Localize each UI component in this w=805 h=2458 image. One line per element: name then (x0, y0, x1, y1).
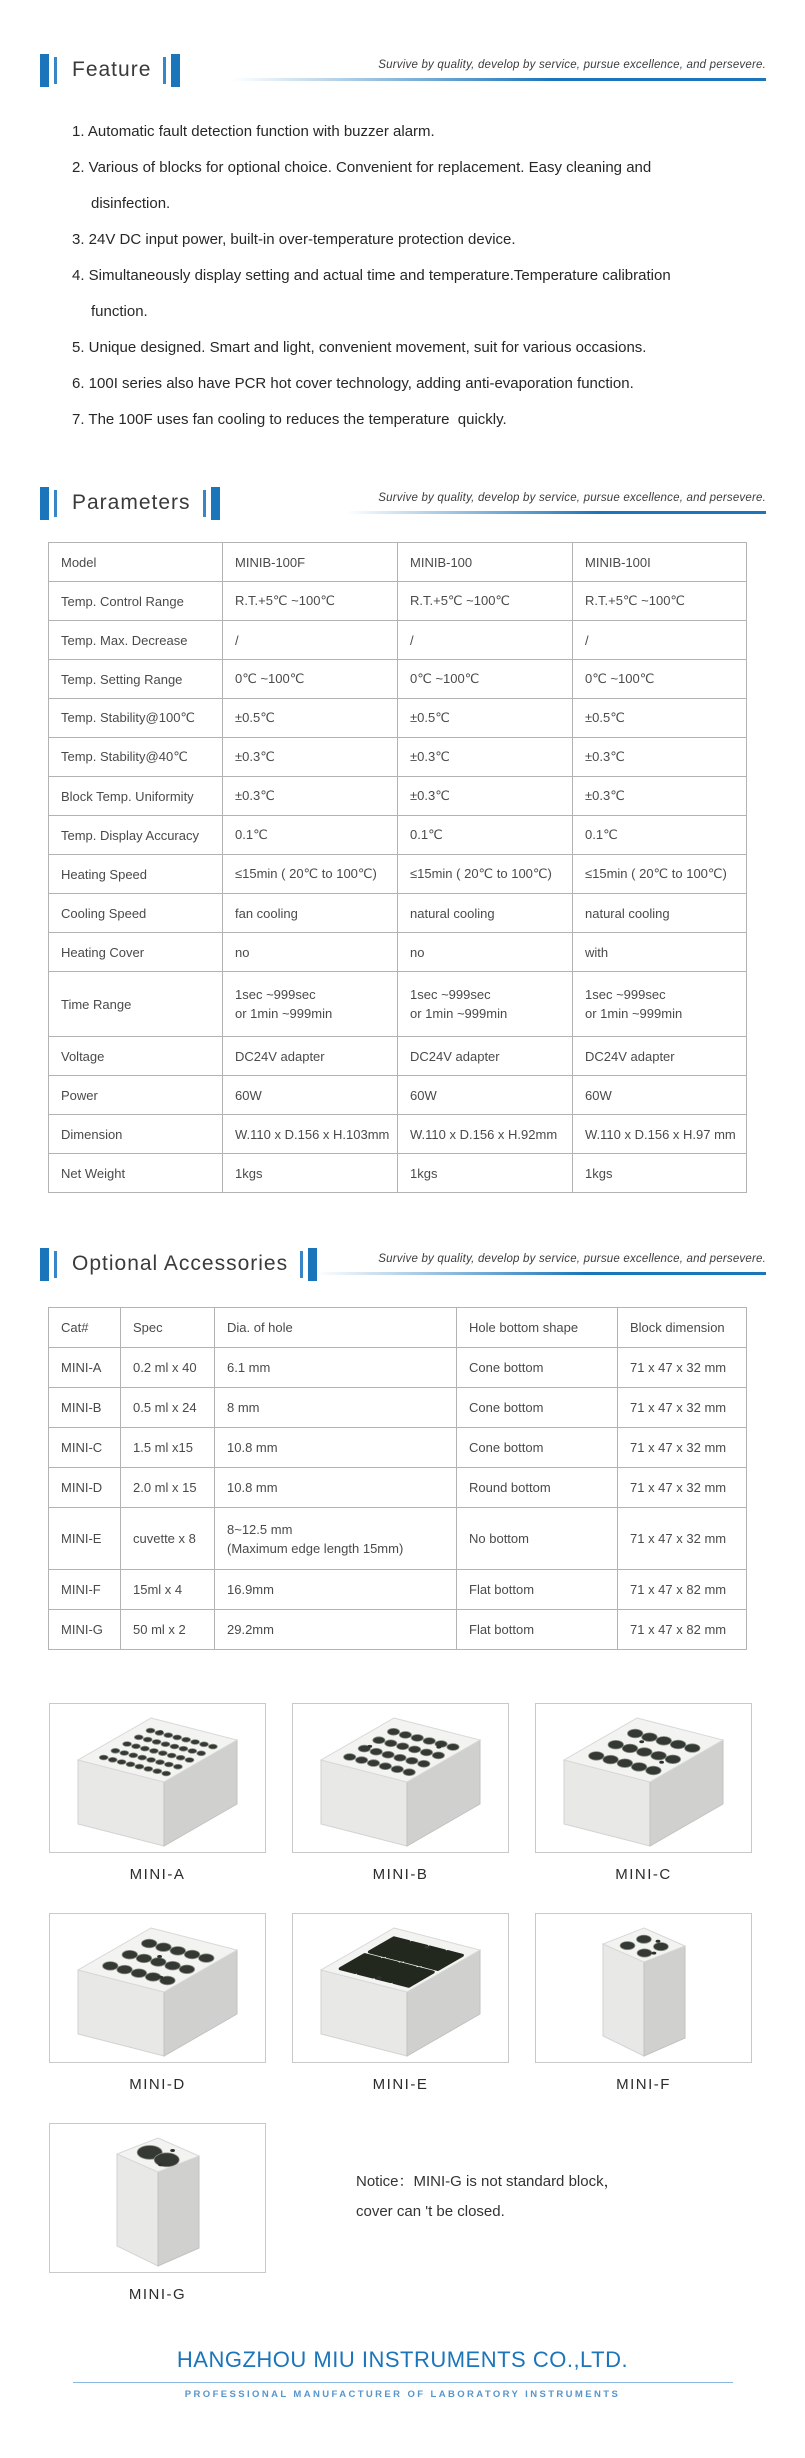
table-cell: 2.0 ml x 15 (121, 1468, 215, 1508)
divider-line (346, 511, 766, 514)
feature-item: 2. Various of blocks for optional choice. Convenient for replacement. Easy cleaning and (72, 159, 652, 176)
table-row (49, 1076, 747, 1115)
table-cell: MINI-A (49, 1348, 121, 1388)
feature-item: 6. 100I series also have PCR hot cover technology, adding anti-evaporation function. (72, 375, 634, 392)
parameters-section-header (40, 486, 766, 520)
table-cell: MINIB-100I (573, 543, 747, 582)
feature-item: 3. 24V DC input power, built-in over-temperature protection device. (72, 231, 516, 248)
table-cell-line: or 1min ~999min (585, 1006, 683, 1021)
block-figure (292, 1913, 509, 2095)
company-subtitle: PROFESSIONAL MANUFACTURER OF LABORATORY INSTRUMENTS (184, 2389, 621, 2400)
table-row (49, 1428, 747, 1468)
accessories-table (48, 1307, 747, 1650)
block-figure (49, 2123, 266, 2305)
table-cell: Block dimension (618, 1308, 747, 1348)
table-cell: Dimension (49, 1115, 223, 1154)
header-bar-icon (300, 1251, 303, 1278)
table-cell: DC24V adapter (223, 1037, 398, 1076)
table-cell: Voltage (49, 1037, 223, 1076)
block-caption: MINI-F (616, 2076, 671, 2093)
accessories-section-header (40, 1247, 766, 1281)
table-cell: 1kgs (398, 1154, 573, 1193)
table-row (49, 855, 747, 894)
block-caption: MINI-B (372, 1866, 429, 1883)
table-cell: Cooling Speed (49, 894, 223, 933)
table-cell: Model (49, 543, 223, 582)
table-cell: 60W (398, 1076, 573, 1115)
table-row (49, 1508, 747, 1570)
table-cell (215, 1508, 457, 1570)
table-cell: Temp. Control Range (49, 582, 223, 621)
table-row (49, 1154, 747, 1193)
table-cell: MINI-B (49, 1388, 121, 1428)
table-cell: ±0.5℃ (398, 699, 573, 738)
company-name: HANGZHOU MIU INSTRUMENTS CO.,LTD. (176, 2347, 629, 2372)
table-cell: Temp. Display Accuracy (49, 816, 223, 855)
table-row (49, 816, 747, 855)
table-cell: 71 x 47 x 32 mm (618, 1468, 747, 1508)
notice-text (356, 2123, 736, 2333)
block-caption: MINI-D (129, 2076, 186, 2093)
section-title-accessories: Optional Accessories (72, 1252, 289, 1275)
header-bar-icon (211, 487, 220, 520)
header-bar-icon (54, 1251, 57, 1278)
block-image (49, 1703, 266, 1853)
table-cell: ±0.3℃ (223, 738, 398, 777)
table-cell: Temp. Stability@100℃ (49, 699, 223, 738)
notice-line: cover can 't be closed. (356, 2203, 505, 2220)
table-cell: MINIB-100 (398, 543, 573, 582)
table-cell: Block Temp. Uniformity (49, 777, 223, 816)
table-cell: R.T.+5℃ ~100℃ (223, 582, 398, 621)
feature-item-continuation: disinfection. (91, 195, 171, 212)
table-cell: Cone bottom (457, 1388, 618, 1428)
table-cell: Heating Speed (49, 855, 223, 894)
table-cell: 1kgs (223, 1154, 398, 1193)
table-cell: Heating Cover (49, 933, 223, 972)
table-row (49, 1610, 747, 1650)
table-cell: Temp. Stability@40℃ (49, 738, 223, 777)
table-cell: 10.8 mm (215, 1428, 457, 1468)
table-cell: 29.2mm (215, 1610, 457, 1650)
table-cell: 71 x 47 x 32 mm (618, 1388, 747, 1428)
table-cell: fan cooling (223, 894, 398, 933)
table-cell: Net Weight (49, 1154, 223, 1193)
table-cell: ±0.3℃ (223, 777, 398, 816)
feature-item: 4. Simultaneously display setting and actual time and temperature.Temperature calibration (72, 267, 671, 284)
block-image (49, 1913, 266, 2063)
block-caption: MINI-A (129, 1866, 186, 1883)
divider-line (316, 1272, 766, 1275)
block-caption: MINI-G (128, 2286, 187, 2303)
table-cell: 8 mm (215, 1388, 457, 1428)
divider-line (232, 78, 766, 81)
table-cell (573, 972, 747, 1037)
feature-list (72, 114, 805, 438)
table-cell: Temp. Max. Decrease (49, 621, 223, 660)
table-cell: Cone bottom (457, 1348, 618, 1388)
table-cell: Time Range (49, 972, 223, 1037)
header-bar-icon (40, 54, 49, 87)
table-cell: 60W (573, 1076, 747, 1115)
block-image (292, 1913, 509, 2063)
header-bar-icon (308, 1248, 317, 1281)
header-bar-icon (54, 490, 57, 517)
table-cell: MINI-G (49, 1610, 121, 1650)
company-tagline: Survive by quality, develop by service, pursue excellence, and persevere. (378, 1253, 766, 1265)
header-bar-icon (40, 1248, 49, 1281)
table-cell: 10.8 mm (215, 1468, 457, 1508)
table-cell-line: or 1min ~999min (235, 1006, 333, 1021)
table-cell: Cone bottom (457, 1428, 618, 1468)
block-image (535, 1913, 752, 2063)
table-cell-line: 1sec ~999sec (410, 987, 491, 1002)
table-row (49, 972, 747, 1037)
table-cell: ≤15min ( 20℃ to 100℃) (573, 855, 747, 894)
table-cell: no (223, 933, 398, 972)
table-cell: W.110 x D.156 x H.97 mm (573, 1115, 747, 1154)
table-row (49, 699, 747, 738)
table-cell: ±0.3℃ (573, 738, 747, 777)
table-cell: / (398, 621, 573, 660)
table-cell (398, 972, 573, 1037)
block-caption: MINI-C (615, 1866, 672, 1883)
table-row (49, 543, 747, 582)
table-cell: 0℃ ~100℃ (573, 660, 747, 699)
block-figure (49, 1913, 266, 2095)
table-cell: R.T.+5℃ ~100℃ (573, 582, 747, 621)
company-tagline: Survive by quality, develop by service, pursue excellence, and persevere. (378, 492, 766, 504)
table-cell: 50 ml x 2 (121, 1610, 215, 1650)
table-cell: ±0.3℃ (573, 777, 747, 816)
table-row (49, 777, 747, 816)
table-cell: 1.5 ml x15 (121, 1428, 215, 1468)
table-cell: MINI-C (49, 1428, 121, 1468)
block-figure (292, 1703, 509, 1885)
footer-rule (73, 2382, 733, 2383)
table-cell: ±0.5℃ (223, 699, 398, 738)
table-cell: 0℃ ~100℃ (223, 660, 398, 699)
table-cell: No bottom (457, 1508, 618, 1570)
block-image (535, 1703, 752, 1853)
company-tagline: Survive by quality, develop by service, pursue excellence, and persevere. (378, 59, 766, 71)
table-row (49, 1115, 747, 1154)
table-row (49, 621, 747, 660)
table-cell: DC24V adapter (398, 1037, 573, 1076)
table-cell: ≤15min ( 20℃ to 100℃) (398, 855, 573, 894)
table-row (49, 1570, 747, 1610)
table-cell: ±0.3℃ (398, 738, 573, 777)
feature-item: 1. Automatic fault detection function with buzzer alarm. (72, 123, 435, 140)
table-row (49, 1468, 747, 1508)
table-cell: Power (49, 1076, 223, 1115)
table-cell-line: 8~12.5 mm (227, 1521, 293, 1537)
table-cell: Flat bottom (457, 1610, 618, 1650)
table-cell: Hole bottom shape (457, 1308, 618, 1348)
table-cell: ±0.5℃ (573, 699, 747, 738)
table-row (49, 738, 747, 777)
table-cell: ±0.3℃ (398, 777, 573, 816)
table-cell: 0.1℃ (223, 816, 398, 855)
table-cell: 16.9mm (215, 1570, 457, 1610)
table-cell (223, 972, 398, 1037)
table-cell: / (573, 621, 747, 660)
table-cell: no (398, 933, 573, 972)
table-cell: 0.2 ml x 40 (121, 1348, 215, 1388)
block-gallery (49, 1703, 756, 2333)
table-cell-line: 1sec ~999sec (585, 987, 666, 1002)
table-cell: R.T.+5℃ ~100℃ (398, 582, 573, 621)
table-row (49, 1348, 747, 1388)
section-title-parameters: Parameters (72, 491, 191, 514)
table-cell: 71 x 47 x 32 mm (618, 1508, 747, 1570)
table-cell: 0℃ ~100℃ (398, 660, 573, 699)
table-cell: Flat bottom (457, 1570, 618, 1610)
table-cell: Temp. Setting Range (49, 660, 223, 699)
table-cell: DC24V adapter (573, 1037, 747, 1076)
page-footer (0, 2347, 805, 2400)
header-bar-icon (171, 54, 180, 87)
table-cell-line: (Maximum edge length 15mm) (227, 1540, 404, 1556)
table-cell: ≤15min ( 20℃ to 100℃) (223, 855, 398, 894)
table-row (49, 582, 747, 621)
table-cell: with (573, 933, 747, 972)
table-cell: 71 x 47 x 32 mm (618, 1348, 747, 1388)
table-cell: Dia. of hole (215, 1308, 457, 1348)
header-bar-icon (203, 490, 206, 517)
block-image (49, 2123, 266, 2273)
table-cell: 1kgs (573, 1154, 747, 1193)
block-caption: MINI-E (372, 2076, 429, 2093)
table-row (49, 660, 747, 699)
table-cell: Spec (121, 1308, 215, 1348)
table-cell: 0.5 ml x 24 (121, 1388, 215, 1428)
table-header-row (49, 1308, 747, 1348)
feature-section-header (40, 53, 766, 87)
header-bar-icon (54, 57, 57, 84)
table-cell: 15ml x 4 (121, 1570, 215, 1610)
table-cell-line: or 1min ~999min (410, 1006, 508, 1021)
table-cell: MINI-E (49, 1508, 121, 1570)
block-figure (49, 1703, 266, 1885)
header-bar-icon (40, 487, 49, 520)
table-cell: 71 x 47 x 82 mm (618, 1610, 747, 1650)
block-figure (535, 1913, 752, 2095)
table-cell: MINIB-100F (223, 543, 398, 582)
table-cell: Round bottom (457, 1468, 618, 1508)
table-row (49, 1388, 747, 1428)
section-title-feature: Feature (72, 58, 152, 81)
table-cell: MINI-D (49, 1468, 121, 1508)
parameters-table (48, 542, 747, 1193)
feature-item-continuation: function. (91, 303, 148, 320)
table-cell: W.110 x D.156 x H.103mm (223, 1115, 398, 1154)
table-cell: / (223, 621, 398, 660)
block-figure (535, 1703, 752, 1885)
table-cell: 0.1℃ (398, 816, 573, 855)
table-cell: natural cooling (573, 894, 747, 933)
table-cell: 71 x 47 x 32 mm (618, 1428, 747, 1468)
table-cell: MINI-F (49, 1570, 121, 1610)
table-row (49, 894, 747, 933)
table-cell: 6.1 mm (215, 1348, 457, 1388)
table-cell: W.110 x D.156 x H.92mm (398, 1115, 573, 1154)
block-image (292, 1703, 509, 1853)
feature-item: 7. The 100F uses fan cooling to reduces the temperature quickly. (72, 411, 507, 428)
table-cell: 60W (223, 1076, 398, 1115)
notice-line: Notice：MINI-G is not standard block， (356, 2173, 619, 2190)
table-cell: Cat# (49, 1308, 121, 1348)
header-bar-icon (163, 57, 166, 84)
table-cell-line: 1sec ~999sec (235, 987, 316, 1002)
table-cell: natural cooling (398, 894, 573, 933)
table-row (49, 1037, 747, 1076)
feature-item: 5. Unique designed. Smart and light, convenient movement, suit for various occasions. (72, 339, 647, 356)
table-row (49, 933, 747, 972)
table-cell: cuvette x 8 (121, 1508, 215, 1570)
table-cell: 0.1℃ (573, 816, 747, 855)
table-cell: 71 x 47 x 82 mm (618, 1570, 747, 1610)
